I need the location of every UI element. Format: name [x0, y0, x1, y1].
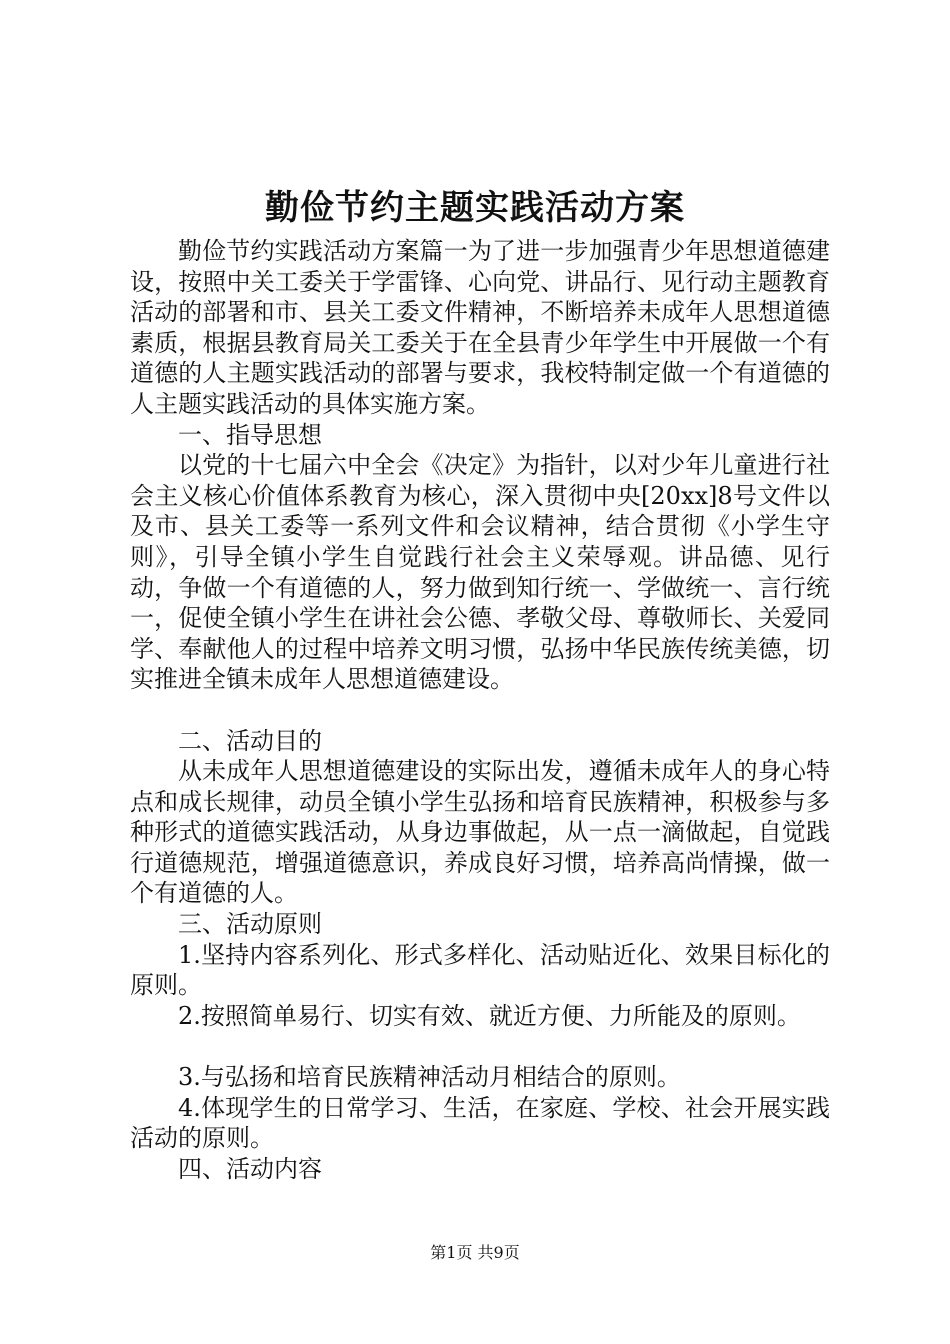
principle-item-3: 3.与弘扬和培育民族精神活动月相结合的原则。	[178, 1063, 681, 1092]
principle-item-4: 4.体现学生的日常学习、生活，在家庭、学校、社会开展实践活动的原则。	[130, 1093, 830, 1153]
section-heading-activity-principles: 三、活动原则	[178, 910, 322, 939]
section-heading-activity-content: 四、活动内容	[178, 1154, 322, 1183]
guiding-ideology-paragraph: 以党的十七届六中全会《决定》为指针，以对少年儿童进行社会主义核心价值体系教育为核心，深入贯彻中央[20xx]8号文件以及市、县关工委等一系列文件和会议精神，结合贯彻《小学生守则》，引导全镇小学生自觉践行社会主义荣辱观。讲品德、见行动，争做一个有道德的人，努力做到知行统一、学做统一、言行统一，促使全镇小学生在讲社会公德、孝敬父母、尊敬师长、关爱同学、奉献他人的过程中培养文明习惯，弘扬中华民族传统美德，切实推进全镇未成年人思想道德建设。	[130, 451, 830, 694]
section-heading-guiding-ideology: 一、指导思想	[178, 420, 322, 449]
document-body	[130, 236, 830, 1184]
section-heading-activity-purpose: 二、活动目的	[178, 726, 322, 755]
activity-purpose-paragraph: 从未成年人思想道德建设的实际出发，遵循未成年人的身心特点和成长规律，动员全镇小学生弘扬和培育民族精神，积极参与多种形式的道德实践活动，从身边事做起，从一点一滴做起，自觉践行道德规范，增强道德意识，养成良好习惯，培养高尚情操，做一个有道德的人。	[130, 757, 830, 908]
document-title: 勤俭节约主题实践活动方案	[265, 188, 685, 228]
intro-paragraph: 勤俭节约实践活动方案篇一为了进一步加强青少年思想道德建设，按照中关工委关于学雷锋、心向党、讲品行、见行动主题教育活动的部署和市、县关工委文件精神，不断培养未成年人思想道德素质，根据县教育局关工委关于在全县青少年学生中开展做一个有道德的人主题实践活动的部署与要求，我校特制定做一个有道德的人主题实践活动的具体实施方案。	[130, 237, 830, 418]
page-footer: 第1页 共9页	[430, 1243, 520, 1262]
principle-item-1: 1.坚持内容系列化、形式多样化、活动贴近化、效果目标化的原则。	[130, 940, 830, 1000]
principle-item-2: 2.按照简单易行、切实有效、就近方便、力所能及的原则。	[178, 1001, 801, 1030]
